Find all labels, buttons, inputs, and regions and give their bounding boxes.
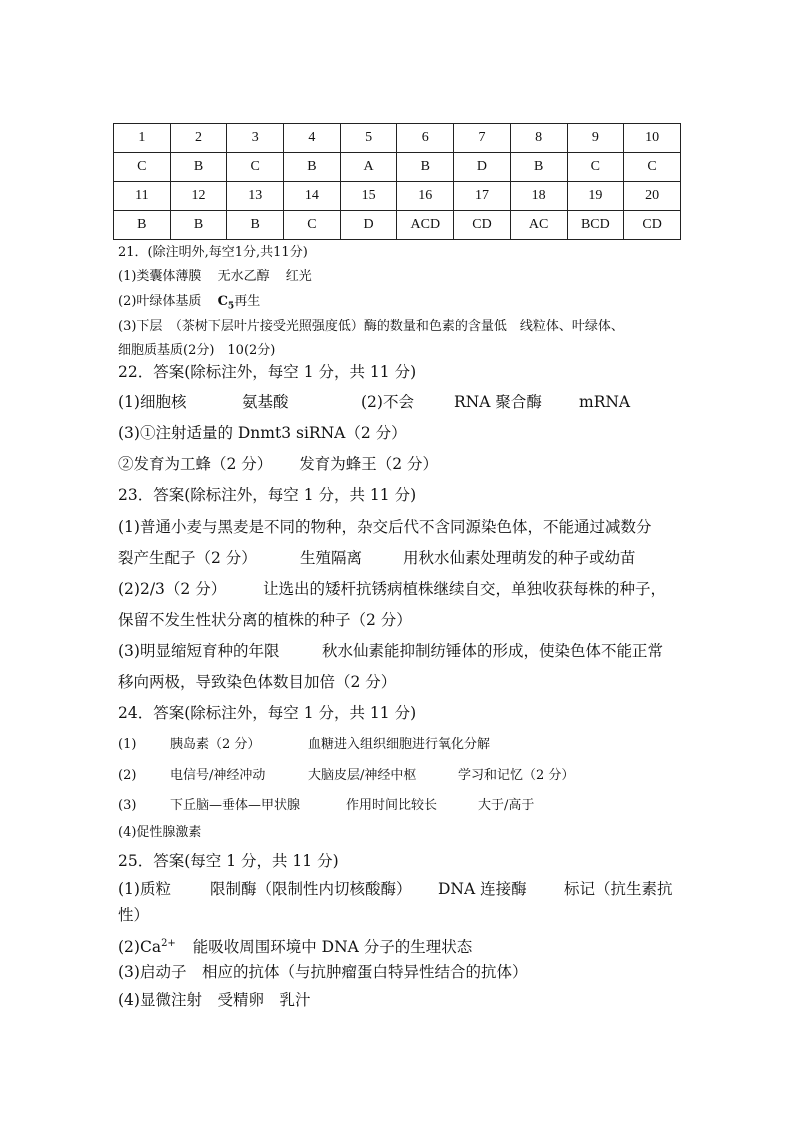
answer-cell: B [227,211,284,240]
q22-answer: 发育为蜂王（2 分） [299,455,439,473]
answer-cell: C [227,153,284,182]
q25-line4: (3)启动子 相应的抗体（与抗肿瘤蛋白特异性结合的抗体） [118,963,528,981]
q24-answer: (2) [118,768,137,783]
answer-cell: B [397,153,454,182]
q24-answer: 胰岛素（2 分） [170,737,261,752]
q24-answer: (3) [118,798,137,813]
answer-cell: B [114,211,171,240]
answer-cell: C [567,153,624,182]
q23-answer: (2)2/3（2 分） [118,580,227,598]
answer-cell: C [624,153,681,182]
q21-answer: $C_5$再生 [217,294,261,312]
q21-line2 [118,292,260,317]
answer-table [113,123,681,240]
q23-line1: (1)普通小麦与黑麦是不同的物种，杂交后代不含同源染色体，不能通过减数分 [118,518,652,536]
q21-answer: 红光 [285,269,312,284]
q24-answer: 大于/高于 [478,798,535,813]
answer-cell: CD [624,211,681,240]
question-number-cell: 7 [454,124,511,153]
q25-answer: 能吸收周围环境中 DNA 分子的生理状态 [192,938,473,957]
answer-cell: B [510,153,567,182]
q23-answer: (3)明显缩短育种的年限 [118,642,280,660]
answer-cell: B [170,211,227,240]
q25-answer: $(2)Ca^{2+}$ [118,938,176,957]
question-number-cell: 10 [624,124,681,153]
answer-row [114,211,681,240]
q23-header: 23．答案(除标注外，每空 1 分，共 11 分) [118,486,417,504]
q23-line5 [118,641,664,661]
question-number-cell: 20 [624,182,681,211]
question-number-cell: 15 [340,182,397,211]
q21-header: 21．(除注明外,每空1分,共11分) [118,245,308,260]
q21-answer: (2)叶绿体基质 [118,294,202,309]
q23-answer: 用秋水仙素处理萌发的种子或幼苗 [403,549,636,567]
answer-cell: A [340,153,397,182]
q23-answer: 生殖隔离 [300,549,363,567]
answer-cell: AC [510,211,567,240]
q25-line3 [118,934,472,957]
question-number-cell: 4 [284,124,341,153]
answer-cell: B [170,153,227,182]
q25-answer: 标记（抗生素抗 [564,880,673,898]
question-number-row [114,182,681,211]
q24-header: 24．答案(除标注外，每空 1 分，共 11 分) [118,704,417,722]
q24-line1 [118,735,491,755]
question-number-cell: 1 [114,124,171,153]
answer-cell: C [114,153,171,182]
q25-answer: (1)质粒 [118,880,171,898]
q21-line3: (3)下层 （茶树下层叶片接受光照强度低）酶的数量和色素的含量低 线粒体、叶绿体、 [118,319,624,334]
q23-answer: 裂产生配子（2 分） [118,549,257,567]
q22-line2: (3)①注射适量的 Dnmt3 siRNA（2 分） [118,424,407,442]
q23-answer: 秋水仙素能抑制纺锤体的形成，使染色体不能正常 [322,642,664,660]
q24-answer: 作用时间比较长 [346,798,438,813]
question-number-cell: 5 [340,124,397,153]
q24-line4: (4)促性腺激素 [118,825,202,840]
q23-line4: 保留不发生性状分离的植株的种子（2 分） [118,611,412,629]
q21-line4: 细胞质基质(2分) 10(2分) [118,343,276,358]
answer-cell: BCD [567,211,624,240]
question-number-cell: 11 [114,182,171,211]
q22-line1 [118,392,631,412]
q24-answer: 下丘脑—垂体—甲状腺 [170,798,301,813]
q25-line2: 性） [118,906,150,924]
q22-answer: (1)细胞核 [118,393,187,411]
q22-answer: ②发育为工蜂（2 分） [118,455,273,473]
question-number-cell: 14 [284,182,341,211]
question-number-cell: 18 [510,182,567,211]
question-number-cell: 8 [510,124,567,153]
q21-answer: 无水乙醇 [217,269,270,284]
q24-answer: 大脑皮层/神经中枢 [308,768,417,783]
question-number-cell: 2 [170,124,227,153]
q24-answer: 血糖进入组织细胞进行氧化分解 [308,737,491,752]
q22-answer: mRNA [579,393,631,411]
q23-line2 [118,548,636,568]
question-number-cell: 6 [397,124,454,153]
q23-line3 [118,579,667,599]
q22-answer: 氨基酸 [242,393,289,411]
question-number-cell: 12 [170,182,227,211]
answer-cell: D [340,211,397,240]
question-number-cell: 16 [397,182,454,211]
q22-line3 [118,454,438,474]
q25-answer: DNA 连接酶 [438,880,527,898]
q25-line5: (4)显微注射 受精卵 乳汁 [118,991,311,1009]
q25-answer: 限制酶（限制性内切核酸酶） [210,880,412,898]
q23-answer: 让选出的矮杆抗锈病植株继续自交，单独收获每株的种子， [263,580,667,598]
q24-answer: 学习和记忆（2 分） [458,768,575,783]
q22-answer: (2)不会 [361,393,414,411]
question-number-cell: 17 [454,182,511,211]
question-number-cell: 9 [567,124,624,153]
answer-cell: C [284,211,341,240]
q21-answer: (1)类囊体薄膜 [118,269,202,284]
question-number-cell: 19 [567,182,624,211]
answer-cell: B [284,153,341,182]
answer-row [114,153,681,182]
q25-line1 [118,879,673,899]
q25-header: 25．答案(每空 1 分，共 11 分) [118,852,339,870]
question-number-row [114,124,681,153]
q24-answer: (1) [118,737,137,752]
q21-line1 [118,267,312,287]
question-number-cell: 13 [227,182,284,211]
answer-cell: ACD [397,211,454,240]
answer-cell: D [454,153,511,182]
q22-header: 22．答案(除标注外，每空 1 分，共 11 分) [118,363,417,381]
q24-answer: 电信号/神经冲动 [170,768,266,783]
answer-cell: CD [454,211,511,240]
q22-answer: RNA 聚合酶 [454,393,542,411]
q24-line2 [118,766,575,786]
question-number-cell: 3 [227,124,284,153]
q23-line6: 移向两极，导致染色体数目加倍（2 分） [118,673,397,691]
q24-line3 [118,796,535,816]
